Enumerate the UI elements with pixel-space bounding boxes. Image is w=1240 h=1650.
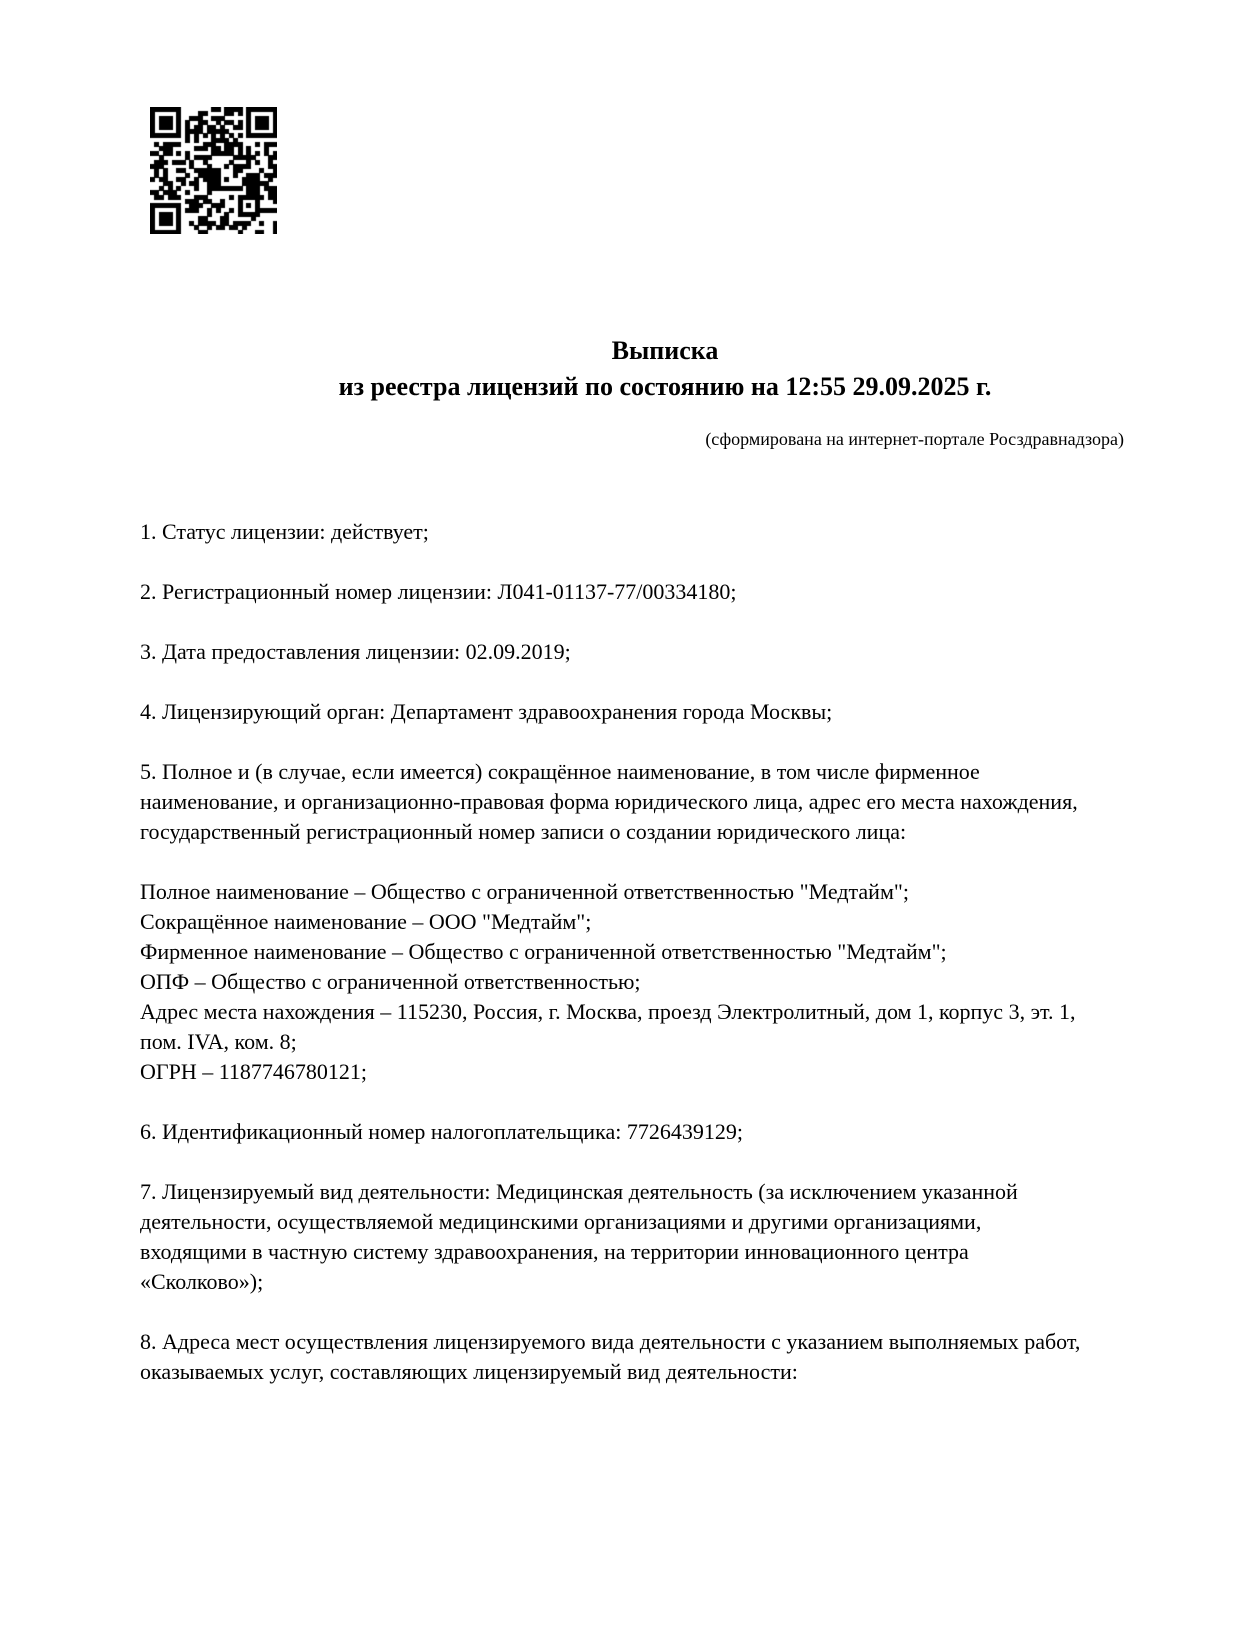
org-detail-short-name: Сокращённое наименование – ООО "Медтайм"; — [140, 909, 592, 934]
title-line-1: Выписка — [611, 336, 719, 365]
paragraph-license-status: 1. Статус лицензии: действует; — [140, 519, 429, 544]
org-details-block — [140, 877, 1090, 1087]
paragraph-registration-number: 2. Регистрационный номер лицензии: Л041-01137-77/00334180; — [140, 579, 737, 604]
paragraph-org-intro: 5. Полное и (в случае, если имеется) сокращённое наименование, в том числе фирменное наименование, и организационно-правовая форма юридического лица, адрес его места нахождения, государственный регистрационный номер записи о создании юридического лица: — [140, 759, 1078, 844]
title-line-2: из реестра лицензий по состоянию на 12:55 29.09.2025 г. — [338, 372, 992, 401]
org-detail-address: Адрес места нахождения – 115230, Россия, г. Москва, проезд Электролитный, дом 1, корпус 3, эт. 1, пом. IVA, ком. 8; — [140, 999, 1076, 1054]
document-body — [140, 517, 1090, 1417]
paragraph-licensed-activity: 7. Лицензируемый вид деятельности: Медицинская деятельность (за исключением указанной деятельности, осуществляемой медицинскими организациями и другими организациями, входящими в частную систему здравоохранения, на территории инновационного центра «Сколково»); — [140, 1179, 1018, 1294]
generation-note: (сформирована на интернет-портале Росздравнадзора) — [705, 429, 1124, 449]
org-detail-legal-form: ОПФ – Общество с ограниченной ответственностью; — [140, 969, 641, 994]
org-detail-ogrn: ОГРН – 1187746780121; — [140, 1059, 368, 1084]
paragraph-taxpayer-number: 6. Идентификационный номер налогоплательщика: 7726439129; — [140, 1119, 743, 1144]
paragraph-addresses-intro: 8. Адреса мест осуществления лицензируемого вида деятельности с указанием выполняемых работ, оказываемых услуг, составляющих лицензируемый вид деятельности: — [140, 1329, 1081, 1384]
org-detail-full-name: Полное наименование – Общество с ограниченной ответственностью "Медтайм"; — [140, 879, 909, 904]
org-detail-brand-name: Фирменное наименование – Общество с ограниченной ответственностью "Медтайм"; — [140, 939, 947, 964]
qr-code — [150, 107, 277, 234]
document-title — [190, 333, 1140, 405]
paragraph-licensing-authority: 4. Лицензирующий орган: Департамент здравоохранения города Москвы; — [140, 699, 833, 724]
paragraph-grant-date: 3. Дата предоставления лицензии: 02.09.2019; — [140, 639, 571, 664]
